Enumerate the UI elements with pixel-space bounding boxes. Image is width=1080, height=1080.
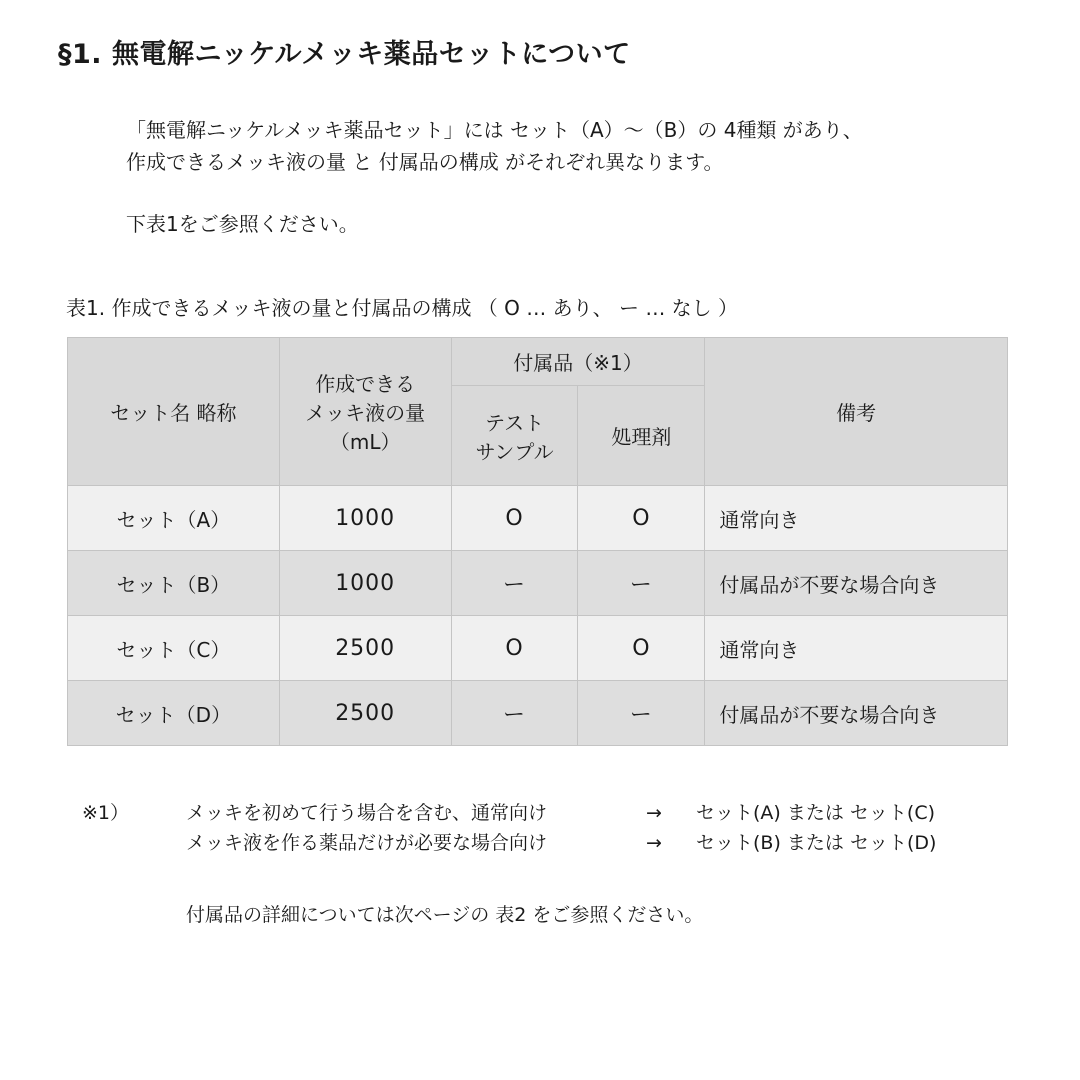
arrow-icon: → xyxy=(646,802,662,824)
cell-test-sample: ー xyxy=(451,551,578,616)
cell-treatment: ー xyxy=(578,681,705,746)
cell-volume: 2500 xyxy=(279,616,451,681)
cell-volume: 2500 xyxy=(279,681,451,746)
cell-set-name: セット（B） xyxy=(68,551,280,616)
header-test-sample-line-1: テスト xyxy=(484,410,545,435)
table-row xyxy=(68,486,1008,551)
header-volume xyxy=(279,338,451,486)
table-caption: 表1. 作成できるメッキ液の量と付属品の構成 （ O … あり、 ー … なし ） xyxy=(66,296,739,320)
cell-remarks: 通常向き xyxy=(705,616,1008,681)
cell-remarks: 付属品が不要な場合向き xyxy=(705,551,1008,616)
footnote-detail: 付属品の詳細については次ページの 表2 をご参照ください。 xyxy=(186,904,704,926)
footnote-row-2 xyxy=(82,828,936,858)
header-accessories: 付属品（※1） xyxy=(451,338,705,386)
cell-treatment: O xyxy=(578,486,705,551)
cell-set-name: セット（D） xyxy=(68,681,280,746)
intro-paragraph xyxy=(126,114,863,240)
table-row xyxy=(68,681,1008,746)
header-volume-line-3: （mL） xyxy=(329,430,401,454)
header-remarks: 備考 xyxy=(705,338,1008,486)
cell-test-sample: O xyxy=(451,616,578,681)
footnote-row-1 xyxy=(82,798,936,828)
set-comparison-table xyxy=(67,337,1008,746)
cell-volume: 1000 xyxy=(279,551,451,616)
cell-set-name: セット（C） xyxy=(68,616,280,681)
footnote-line-2-text: メッキ液を作る薬品だけが必要な場合向け xyxy=(186,832,548,854)
footnote-line-1-text: メッキを初めて行う場合を含む、通常向け xyxy=(186,802,548,824)
table-row xyxy=(68,551,1008,616)
cell-treatment: O xyxy=(578,616,705,681)
cell-test-sample: O xyxy=(451,486,578,551)
header-test-sample xyxy=(451,386,578,486)
cell-remarks: 付属品が不要な場合向き xyxy=(705,681,1008,746)
header-volume-line-2: メッキ液の量 xyxy=(305,401,426,425)
cell-remarks: 通常向き xyxy=(705,486,1008,551)
header-set-name: セット名 略称 xyxy=(68,338,280,486)
cell-treatment: ー xyxy=(578,551,705,616)
cell-set-name: セット（A） xyxy=(68,486,280,551)
intro-line-1: 「無電解ニッケルメッキ薬品セット」には セット（A）～（B）の 4種類 があり、 xyxy=(126,118,863,142)
footnote-line-1-result: セット(A) または セット(C) xyxy=(696,802,935,824)
header-treatment: 処理剤 xyxy=(578,386,705,486)
section-heading: §1. 無電解ニッケルメッキ薬品セットについて xyxy=(58,39,631,70)
cell-volume: 1000 xyxy=(279,486,451,551)
footnote-line-2-result: セット(B) または セット(D) xyxy=(696,832,937,854)
intro-line-3: 下表1をご参照ください。 xyxy=(126,212,359,236)
arrow-icon: → xyxy=(646,832,662,854)
footnote xyxy=(82,798,936,858)
table-row xyxy=(68,616,1008,681)
cell-test-sample: ー xyxy=(451,681,578,746)
intro-line-2: 作成できるメッキ液の量 と 付属品の構成 がそれぞれ異なります。 xyxy=(126,150,724,174)
footnote-mark: ※1） xyxy=(82,802,130,824)
header-volume-line-1: 作成できる xyxy=(315,372,416,396)
header-test-sample-line-2: サンプル xyxy=(475,439,554,464)
